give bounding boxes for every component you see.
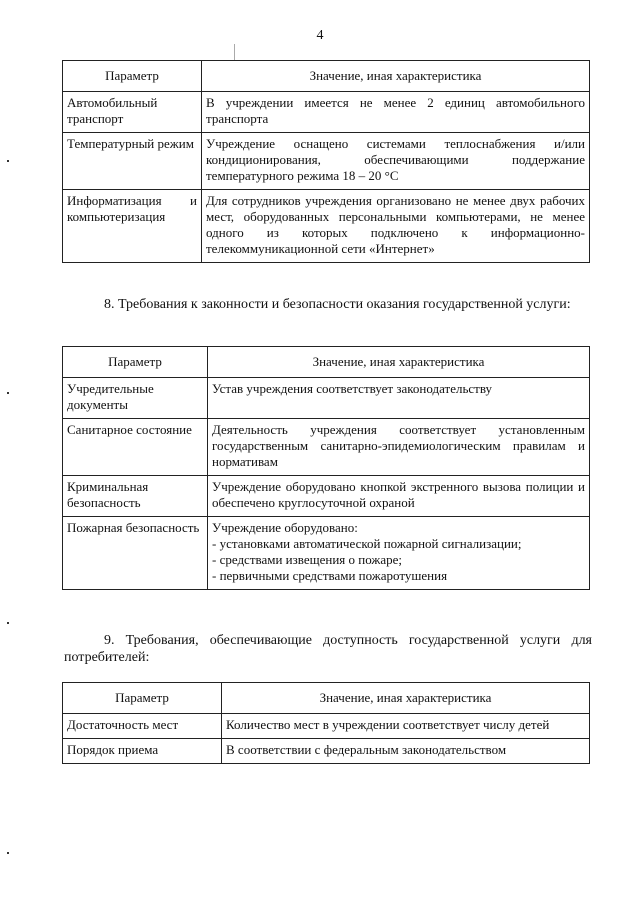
row-value: Устав учреждения соответствует законодательству — [208, 378, 590, 419]
table-row — [63, 378, 590, 419]
margin-mark — [7, 622, 9, 624]
row-param: Пожарная безопасность — [63, 517, 208, 590]
row-value: В учреждении имеется не менее 2 единиц автомобильного транспорта — [202, 92, 590, 133]
table-row — [63, 517, 590, 590]
table-header-row — [63, 347, 590, 378]
table-legality-safety — [62, 346, 590, 590]
table-row — [63, 190, 590, 263]
section-9-heading: 9. Требования, обеспечивающие доступность государственной услуги для потребителей: — [64, 633, 592, 665]
header-param: Параметр — [63, 683, 222, 714]
section-8-heading: 8. Требования к законности и безопасности оказания государственной услуги: — [104, 297, 571, 312]
row-param: Достаточность мест — [63, 714, 222, 739]
table-row — [63, 92, 590, 133]
row-value: Учреждение оборудовано кнопкой экстренного вызова полиции и обеспечено круглосуточной охраной — [208, 476, 590, 517]
row-value: Для сотрудников учреждения организовано не менее двух рабочих мест, оборудованных персональными компьютерами, не менее одного из которых подключено к информационно-телекоммуникационной сети «Интернет» — [202, 190, 590, 263]
page-number: 4 — [316, 28, 324, 43]
header-param: Параметр — [63, 61, 202, 92]
row-param: Учредительные документы — [63, 378, 208, 419]
table-row — [63, 476, 590, 517]
list-item: - установками автоматической пожарной сигнализации; — [212, 536, 522, 551]
margin-mark — [7, 852, 9, 854]
header-param: Параметр — [63, 347, 208, 378]
row-param: Криминальная безопасность — [63, 476, 208, 517]
row-value-intro: Учреждение оборудовано: — [212, 520, 358, 535]
table-accessibility — [62, 682, 590, 764]
scan-mark — [234, 44, 235, 60]
table-row — [63, 419, 590, 476]
header-value: Значение, иная характеристика — [208, 347, 590, 378]
list-item: - средствами извещения о пожаре; — [212, 552, 403, 567]
row-param: Информатизация и компьютеризация — [63, 190, 202, 263]
row-value: В соответствии с федеральным законодательством — [222, 739, 590, 764]
row-value: Деятельность учреждения соответствует установленным государственным санитарно-эпидемиологическим правилам и нормативам — [208, 419, 590, 476]
row-param: Санитарное состояние — [63, 419, 208, 476]
row-value — [208, 517, 590, 590]
table-row — [63, 133, 590, 190]
list-item: - первичными средствами пожаротушения — [212, 568, 448, 583]
row-param: Температурный режим — [63, 133, 202, 190]
table-row — [63, 714, 590, 739]
row-param: Автомобильный транспорт — [63, 92, 202, 133]
table-row — [63, 739, 590, 764]
header-value: Значение, иная характеристика — [202, 61, 590, 92]
header-value: Значение, иная характеристика — [222, 683, 590, 714]
margin-mark — [7, 392, 9, 394]
fire-safety-list — [212, 536, 585, 584]
margin-mark — [7, 160, 9, 162]
table-header-row — [63, 61, 590, 92]
row-value: Учреждение оснащено системами теплоснабжения и/или кондиционирования, обеспечивающими поддержание температурного режима 18 – 20 °С — [202, 133, 590, 190]
row-param: Порядок приема — [63, 739, 222, 764]
table-conditions — [62, 60, 590, 263]
row-value: Количество мест в учреждении соответствует числу детей — [222, 714, 590, 739]
table-header-row — [63, 683, 590, 714]
